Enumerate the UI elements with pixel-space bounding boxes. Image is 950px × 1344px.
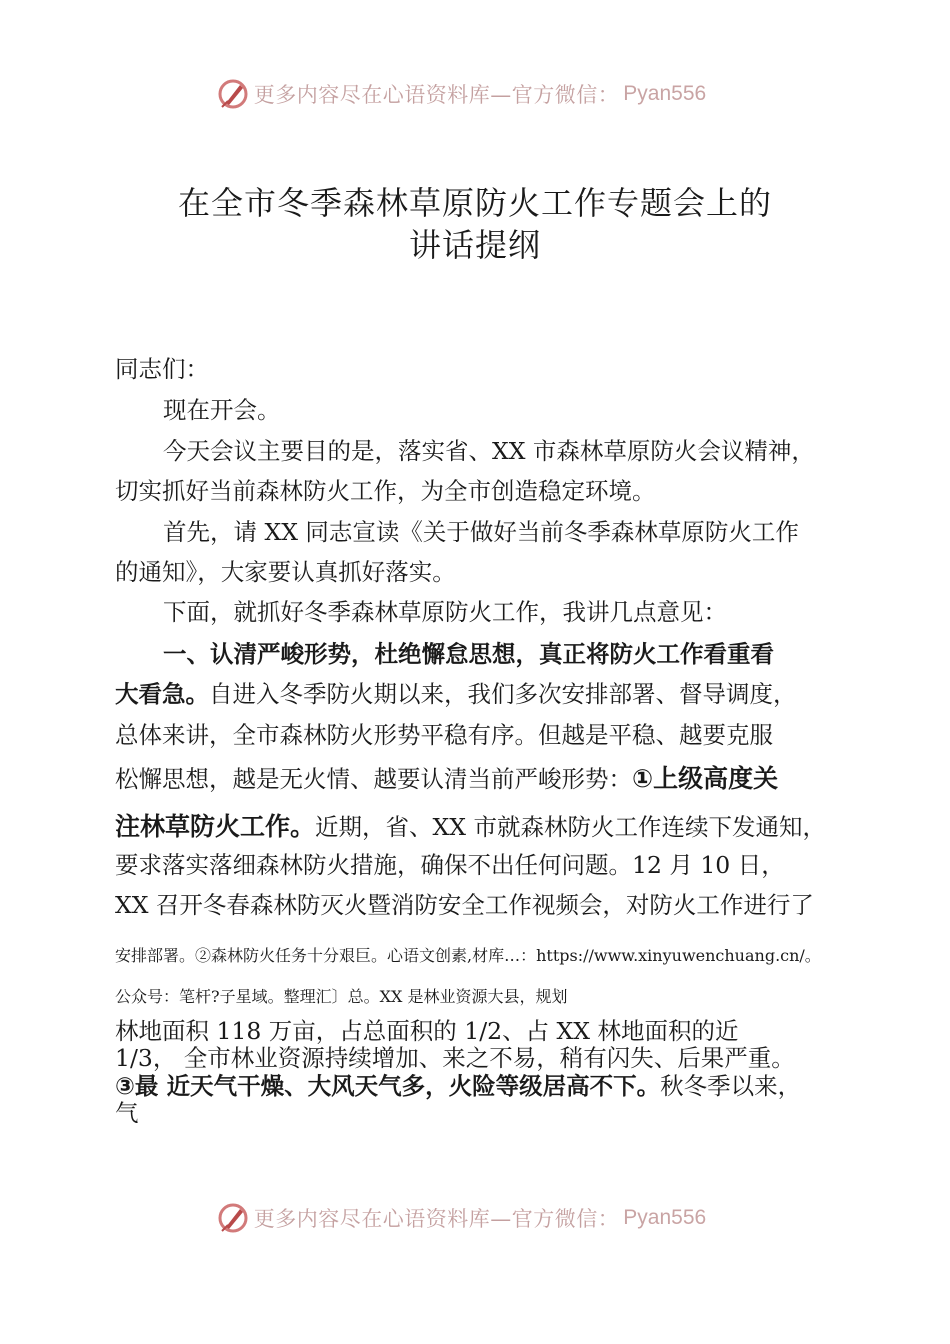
section-1-text-line-5: 近期，省、XX 市就森林防火工作连续下发通知， — [315, 813, 826, 841]
paragraph-notice-line-1: 首先，请 XX 同志宣读《关于做好当前冬季森林草原防火工作 — [163, 518, 799, 546]
section-1-line-10 — [115, 1072, 845, 1100]
section-1-line-9: 1/3， 全市林业资源持续增加、来之不易，稍有闪失、后果严重。 — [115, 1044, 795, 1072]
section-1-line-2 — [115, 674, 845, 715]
document-title — [0, 182, 950, 266]
section-1-line-3: 总体来讲，全市森林防火形势平稳有序。但越是平稳、越要克服 — [115, 721, 773, 749]
small-text-line-1: 安排部署。②森林防火任务十分艰巨。心语文创素,材库…：https://www.xinyuwenchuang.cn/。 — [115, 946, 821, 965]
section-1-line-11: 气 — [115, 1099, 139, 1127]
point-1-heading-start: ①上级高度关 — [632, 764, 779, 793]
watermark-text: 更多内容尽在心语资料库—官方微信： — [253, 83, 620, 107]
section-1-text-line-4: 松懈思想，越是无火情、越要认清当前严峻形势： — [115, 765, 632, 793]
salutation: 同志们： — [115, 355, 209, 383]
section-1-heading-line-2: 大看急。 — [115, 680, 209, 708]
section-1-line-4 — [115, 758, 845, 800]
paragraph-purpose-line-2: 切实抓好当前森林防火工作，为全市创造稳定环境。 — [115, 477, 656, 505]
pen-logo-icon — [216, 77, 250, 111]
watermark-header — [0, 70, 950, 118]
paragraph-purpose-line-1: 今天会议主要目的是，落实省、XX 市森林草原防火会议精神， — [163, 437, 815, 465]
section-1-line-8: 林地面积 118 万亩，占总面积的 1/2、占 XX 林地面积的近 — [115, 1017, 739, 1045]
section-1-line-6: 要求落实落细森林防火措施，确保不出任何问题。12 月 10 日， — [115, 851, 785, 879]
section-1-line-7: XX 召开冬春森林防灭火暨消防安全工作视频会，对防火工作进行了 — [115, 891, 814, 919]
pen-logo-icon — [216, 1201, 250, 1235]
section-1-heading-line-1: 一、认清严峻形势，杜绝懈怠思想，真正将防火工作看重看 — [163, 640, 774, 668]
section-1-text-line-10: 秋冬季以来， — [660, 1072, 802, 1100]
paragraph-intro-points: 下面，就抓好冬季森林草原防火工作，我讲几点意见： — [163, 598, 727, 626]
watermark-footer — [0, 1194, 950, 1242]
watermark-wechat-id: Pyan556 — [623, 82, 707, 105]
watermark-text: 更多内容尽在心语资料库—官方微信： — [253, 1207, 620, 1231]
point-1-heading-end: 注林草防火工作。 — [115, 812, 316, 841]
title-line-2: 讲话提纲 — [408, 226, 541, 264]
section-1-text-line-2: 自进入冬季防火期以来，我们多次安排部署、督导调度， — [209, 680, 797, 708]
watermark-wechat-id: Pyan556 — [623, 1206, 707, 1229]
section-1-line-5 — [115, 806, 845, 848]
paragraph-notice-line-2: 的通知》，大家要认真抓好落实。 — [115, 558, 456, 586]
small-text-line-2: 公众号：笔杆?子星域。整理汇〕总。XX 是林业资源大县，规划 — [115, 987, 568, 1006]
title-line-1: 在全市冬季森林草原防火工作专题会上的 — [177, 184, 772, 222]
paragraph-opening: 现在开会。 — [163, 396, 281, 424]
point-3-heading: ③最 近天气干燥、大风天气多，火险等级居高不下。 — [115, 1072, 661, 1100]
